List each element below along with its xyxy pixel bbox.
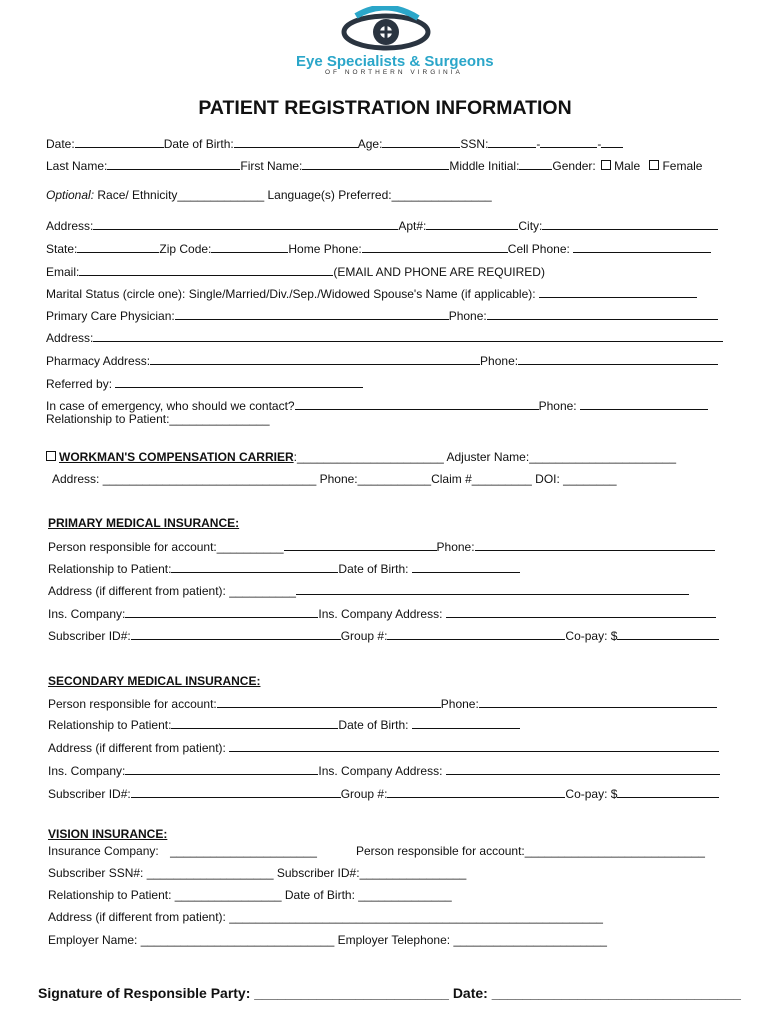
workman-heading: WORKMAN'S COMPENSATION CARRIER bbox=[59, 450, 294, 464]
pcp-label: Primary Care Physician: bbox=[46, 309, 175, 323]
secondary-dob-label: Date of Birth: bbox=[338, 718, 409, 732]
row-primary-rel bbox=[48, 561, 520, 576]
primary-phone-field[interactable] bbox=[475, 539, 715, 551]
secondary-subscriber-label: Subscriber ID#: bbox=[48, 787, 131, 801]
secondary-person-label: Person responsible for account: bbox=[48, 697, 217, 711]
address-field[interactable] bbox=[93, 218, 398, 230]
state-field[interactable] bbox=[77, 241, 159, 253]
city-label: City: bbox=[518, 219, 543, 233]
wc-doi-label: DOI: bbox=[535, 472, 560, 486]
primary-copay-label: Co-pay: $ bbox=[565, 629, 618, 643]
home-phone-label: Home Phone: bbox=[288, 242, 362, 256]
employer-label: Employer Name: bbox=[48, 933, 138, 947]
employer-tel-label: Employer Telephone: bbox=[337, 933, 451, 947]
ssn-field-1[interactable] bbox=[488, 136, 536, 148]
home-phone-field[interactable] bbox=[362, 241, 508, 253]
row-primary-person bbox=[48, 539, 715, 554]
primary-person-field[interactable] bbox=[284, 539, 437, 551]
ssn-dash-2: - bbox=[597, 137, 602, 151]
vision-company-label: Insurance Company: bbox=[48, 844, 159, 858]
emergency-field[interactable] bbox=[295, 398, 539, 410]
row-date bbox=[46, 136, 623, 151]
emergency-rel-field[interactable]: _______________ bbox=[169, 412, 270, 426]
primary-group-field[interactable] bbox=[387, 628, 565, 640]
row-secondary-rel bbox=[48, 717, 520, 732]
row-referred bbox=[46, 376, 363, 391]
signature-label: Signature of Responsible Party: bbox=[38, 985, 251, 1001]
vision-heading: VISION INSURANCE: bbox=[48, 827, 168, 841]
row-workman bbox=[46, 450, 676, 464]
primary-dob-field[interactable] bbox=[412, 561, 520, 573]
employer-field[interactable]: _____________________________ bbox=[137, 933, 338, 947]
row-emergency-rel bbox=[46, 412, 270, 426]
ssn-field-3[interactable] bbox=[601, 136, 623, 148]
gender-label: Gender: bbox=[552, 159, 596, 173]
workman-carrier-field[interactable]: :______________________ bbox=[293, 450, 444, 464]
address-label: Address: bbox=[46, 219, 94, 233]
primary-phone-label: Phone: bbox=[436, 540, 475, 554]
brand-tagline: OF NORTHERN VIRGINIA bbox=[325, 69, 463, 76]
vision-dob-field[interactable]: ______________ bbox=[354, 888, 452, 902]
row-state bbox=[46, 241, 711, 256]
primary-group-label: Group #: bbox=[340, 629, 388, 643]
email-label: Email: bbox=[46, 265, 80, 279]
cell-phone-field[interactable] bbox=[573, 241, 711, 253]
employer-tel-field[interactable]: _______________________ bbox=[450, 933, 607, 947]
language-field[interactable]: _______________ bbox=[391, 188, 492, 202]
row-primary-addr bbox=[48, 583, 689, 598]
secondary-person-field[interactable] bbox=[217, 696, 441, 708]
secondary-company-addr-field[interactable] bbox=[446, 763, 720, 775]
zip-label: Zip Code: bbox=[159, 242, 212, 256]
primary-company-field[interactable] bbox=[125, 606, 318, 618]
primary-company-label: Ins. Company: bbox=[48, 607, 126, 621]
vision-ssn-label: Subscriber SSN#: bbox=[48, 866, 144, 880]
pcp-phone-field[interactable] bbox=[487, 308, 718, 320]
secondary-rel-field[interactable] bbox=[171, 717, 338, 729]
row-names bbox=[46, 158, 702, 173]
secondary-phone-label: Phone: bbox=[440, 697, 479, 711]
middle-initial-label: Middle Initial: bbox=[449, 159, 520, 173]
last-name-label: Last Name: bbox=[46, 159, 108, 173]
primary-company-addr-field[interactable] bbox=[446, 606, 716, 618]
vision-person-field[interactable]: ___________________________ bbox=[524, 844, 705, 858]
vision-company-field[interactable]: ______________________ bbox=[170, 844, 317, 858]
primary-copay-field[interactable] bbox=[617, 628, 719, 640]
date-field[interactable] bbox=[75, 136, 164, 148]
vision-subid-label: Subscriber ID#: bbox=[276, 866, 360, 880]
pcp-address-label: Address: bbox=[46, 331, 94, 345]
email-field[interactable] bbox=[79, 264, 333, 276]
male-label: Male bbox=[614, 159, 641, 173]
signature-date-label: Date: bbox=[452, 985, 488, 1001]
primary-subscriber-label: Subscriber ID#: bbox=[48, 629, 131, 643]
ssn-dash-1: - bbox=[536, 137, 541, 151]
age-field[interactable] bbox=[382, 136, 460, 148]
primary-rel-field[interactable] bbox=[171, 561, 338, 573]
primary-company-addr-label: Ins. Company Address: bbox=[318, 607, 443, 621]
vision-addr-label: Address (if different from patient): bbox=[48, 910, 226, 924]
state-label: State: bbox=[46, 242, 78, 256]
cell-phone-label: Cell Phone: bbox=[507, 242, 570, 256]
row-vision-person bbox=[356, 844, 705, 858]
row-secondary-person bbox=[48, 696, 717, 711]
row-vision-ssn bbox=[48, 866, 466, 880]
secondary-addr-field[interactable] bbox=[229, 740, 719, 752]
signature-field[interactable]: _________________________ bbox=[250, 985, 453, 1001]
pharmacy-phone-label: Phone: bbox=[480, 354, 519, 368]
referred-field[interactable] bbox=[115, 376, 363, 388]
race-field[interactable]: _____________ bbox=[177, 188, 268, 202]
primary-subscriber-field[interactable] bbox=[131, 628, 341, 640]
city-field[interactable] bbox=[542, 218, 718, 230]
language-label: Language(s) Preferred: bbox=[267, 188, 392, 202]
pharmacy-label: Pharmacy Address: bbox=[46, 354, 151, 368]
signature-date-field[interactable]: ________________________________ bbox=[487, 985, 741, 1001]
row-email bbox=[46, 264, 545, 279]
race-label: Race/ Ethnicity bbox=[94, 188, 178, 202]
row-pcp bbox=[46, 308, 718, 323]
marital-label: Marital Status (circle one): Single/Married/Div./Sep./Widowed Spouse's Name (if applicable): bbox=[46, 287, 536, 301]
primary-person-label: Person responsible for account: bbox=[48, 540, 217, 554]
secondary-addr-label: Address (if different from patient): bbox=[48, 741, 226, 755]
wc-doi-field[interactable]: ________ bbox=[559, 472, 617, 486]
wc-phone-field[interactable]: ___________ bbox=[357, 472, 432, 486]
row-secondary-company bbox=[48, 763, 720, 778]
secondary-group-label: Group #: bbox=[340, 787, 388, 801]
primary-heading: PRIMARY MEDICAL INSURANCE: bbox=[48, 516, 240, 530]
primary-person-fill: __________ bbox=[216, 540, 284, 554]
emergency-phone-label: Phone: bbox=[538, 399, 577, 413]
row-secondary-subscriber bbox=[48, 786, 719, 801]
wc-address-label: Address: bbox=[52, 472, 100, 486]
row-secondary-addr bbox=[48, 740, 719, 755]
row-pcp-address bbox=[46, 330, 723, 345]
emergency-rel-label: Relationship to Patient: bbox=[46, 412, 170, 426]
pharmacy-field[interactable] bbox=[150, 353, 480, 365]
female-label: Female bbox=[662, 159, 703, 173]
row-primary-subscriber bbox=[48, 628, 719, 643]
wc-claim-field[interactable]: _________ bbox=[471, 472, 536, 486]
row-primary-company bbox=[48, 606, 716, 621]
row-vision-company bbox=[48, 844, 317, 858]
apt-label: Apt#: bbox=[398, 219, 427, 233]
primary-addr-fill: __________ bbox=[225, 584, 296, 598]
secondary-company-label: Ins. Company: bbox=[48, 764, 126, 778]
vision-ssn-field[interactable]: ___________________ bbox=[143, 866, 277, 880]
email-note: (EMAIL AND PHONE ARE REQUIRED) bbox=[333, 265, 545, 279]
male-checkbox[interactable] bbox=[601, 160, 611, 170]
secondary-heading: SECONDARY MEDICAL INSURANCE: bbox=[48, 674, 261, 688]
adjuster-label: Adjuster Name: bbox=[443, 450, 530, 464]
primary-addr-field[interactable] bbox=[296, 583, 689, 595]
first-name-label: First Name: bbox=[240, 159, 303, 173]
ssn-label: SSN: bbox=[460, 137, 489, 151]
pcp-address-field[interactable] bbox=[93, 330, 723, 342]
pharmacy-phone-field[interactable] bbox=[518, 353, 718, 365]
pcp-field[interactable] bbox=[175, 308, 449, 320]
referred-label: Referred by: bbox=[46, 377, 113, 391]
row-signature bbox=[38, 985, 741, 1001]
row-vision-rel bbox=[48, 888, 452, 902]
zip-field[interactable] bbox=[211, 241, 288, 253]
secondary-group-field[interactable] bbox=[387, 786, 565, 798]
secondary-company-field[interactable] bbox=[125, 763, 318, 775]
dob-field[interactable] bbox=[234, 136, 358, 148]
vision-addr-field[interactable]: ________________________________________________________ bbox=[225, 910, 603, 924]
optional-label: Optional: bbox=[46, 188, 95, 202]
row-emergency bbox=[46, 398, 708, 413]
row-address bbox=[46, 218, 718, 233]
row-optional bbox=[46, 188, 492, 202]
row-workman-address bbox=[52, 472, 617, 486]
row-vision-employer bbox=[48, 933, 607, 947]
wc-phone-label: Phone: bbox=[319, 472, 358, 486]
female-checkbox[interactable] bbox=[649, 160, 659, 170]
ssn-field-2[interactable] bbox=[540, 136, 597, 148]
brand-name: Eye Specialists & Surgeons bbox=[296, 53, 494, 70]
row-marital bbox=[46, 286, 697, 301]
secondary-subscriber-field[interactable] bbox=[131, 786, 341, 798]
last-name-field[interactable] bbox=[107, 158, 240, 170]
dob-label: Date of Birth: bbox=[163, 137, 234, 151]
vision-subid-field[interactable]: ________________ bbox=[359, 866, 467, 880]
secondary-rel-label: Relationship to Patient: bbox=[48, 718, 172, 732]
secondary-phone-field[interactable] bbox=[479, 696, 717, 708]
vision-rel-label: Relationship to Patient: bbox=[48, 888, 172, 902]
vision-rel-field[interactable]: ________________ bbox=[171, 888, 285, 902]
age-label: Age: bbox=[357, 137, 383, 151]
secondary-dob-field[interactable] bbox=[412, 717, 520, 729]
pcp-phone-label: Phone: bbox=[448, 309, 487, 323]
first-name-field[interactable] bbox=[302, 158, 449, 170]
primary-rel-label: Relationship to Patient: bbox=[48, 562, 172, 576]
secondary-copay-field[interactable] bbox=[617, 786, 719, 798]
secondary-company-addr-label: Ins. Company Address: bbox=[318, 764, 443, 778]
date-label: Date: bbox=[46, 137, 75, 151]
wc-claim-label: Claim # bbox=[431, 472, 472, 486]
emergency-label: In case of emergency, who should we contact? bbox=[46, 399, 295, 413]
secondary-copay-label: Co-pay: $ bbox=[565, 787, 618, 801]
row-pharmacy bbox=[46, 353, 718, 368]
workman-checkbox[interactable] bbox=[46, 451, 56, 461]
wc-address-field[interactable]: ________________________________ bbox=[99, 472, 320, 486]
middle-initial-field[interactable] bbox=[519, 158, 552, 170]
primary-dob-label: Date of Birth: bbox=[338, 562, 409, 576]
vision-dob-label: Date of Birth: bbox=[284, 888, 355, 902]
primary-addr-label: Address (if different from patient): bbox=[48, 584, 226, 598]
apt-field[interactable] bbox=[426, 218, 518, 230]
emergency-phone-field[interactable] bbox=[580, 398, 708, 410]
page-title: PATIENT REGISTRATION INFORMATION bbox=[198, 97, 572, 119]
spouse-field[interactable] bbox=[539, 286, 697, 298]
adjuster-field[interactable]: ______________________ bbox=[529, 450, 677, 464]
vision-person-label: Person responsible for account: bbox=[356, 844, 525, 858]
row-vision-addr bbox=[48, 910, 603, 924]
